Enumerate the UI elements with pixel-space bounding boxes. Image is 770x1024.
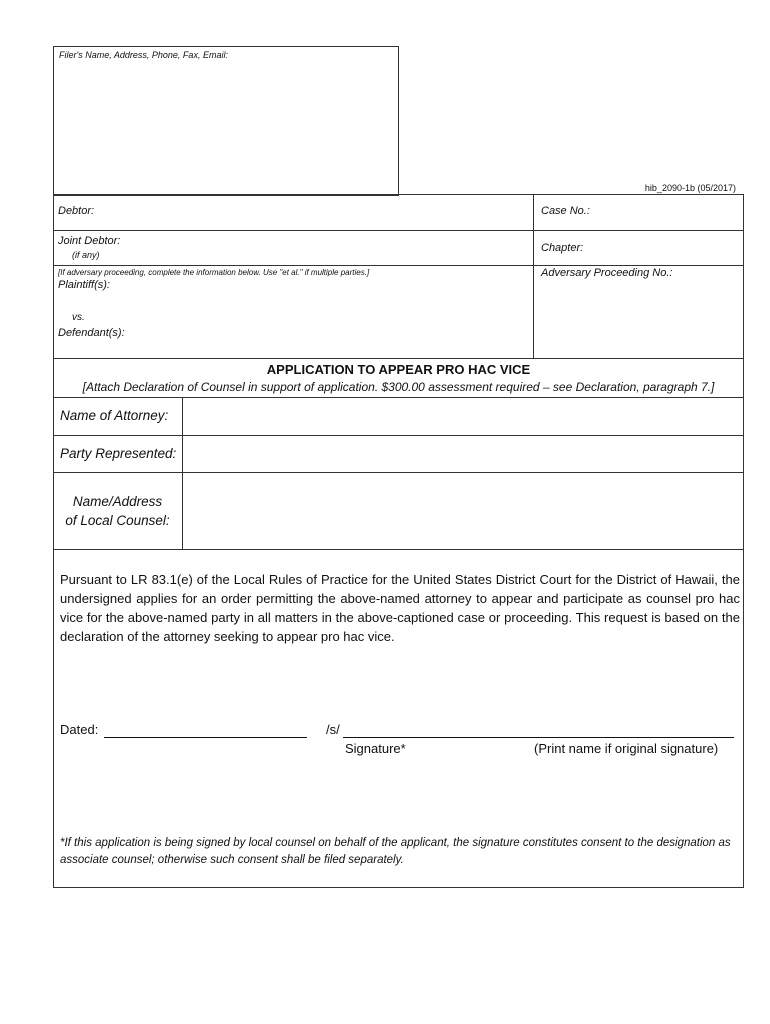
vs-label: vs. (72, 312, 85, 323)
adversary-no-label: Adversary Proceeding No.: (541, 267, 673, 279)
filer-info-label: Filer's Name, Address, Phone, Fax, Email: (59, 50, 228, 60)
party-represented-label: Party Represented: (60, 446, 177, 461)
party-represented-field[interactable] (184, 436, 743, 471)
defendants-label: Defendant(s): (58, 327, 125, 339)
joint-debtor-label: Joint Debtor: (58, 235, 121, 247)
plaintiffs-label: Plaintiff(s): (58, 279, 110, 291)
local-counsel-field[interactable] (184, 473, 743, 548)
adversary-note: [If adversary proceeding, complete the information below. Use "et al." if multiple parties.] (58, 268, 370, 277)
application-subtitle: [Attach Declaration of Counsel in support of application. $300.00 assessment required – see Declaration, paragraph 7.] (82, 380, 715, 394)
case-no-label: Case No.: (541, 205, 590, 217)
application-body-text: Pursuant to LR 83.1(e) of the Local Rules of Practice for the United States District Court for the District of Hawaii, the undersigned applies for an order permitting the above-named attorney to appear and participate as counsel pro hac vice for the above-named party in all matters in the above-captioned case or proceeding. This request is based on the declaration of the attorney seeking to appear pro hac vice. (60, 572, 740, 644)
attorney-name-field[interactable] (184, 398, 743, 434)
caption-divider (53, 265, 744, 266)
signature-line[interactable] (343, 722, 734, 738)
local-counsel-label-line1: Name/Address (72, 494, 163, 509)
field-divider (53, 549, 744, 550)
caption-divider (53, 230, 744, 231)
if-any-label: (if any) (72, 250, 100, 260)
print-name-caption: (Print name if original signature) (534, 741, 719, 756)
field-vertical-divider (182, 397, 183, 549)
local-counsel-label-line2: of Local Counsel: (65, 513, 170, 528)
caption-vertical-divider (533, 194, 534, 359)
dated-line[interactable] (104, 722, 307, 738)
application-title: APPLICATION TO APPEAR PRO HAC VICE (266, 362, 531, 377)
footnote-text: *If this application is being signed by local counsel on behalf of the applicant, the signature constitutes consent to the designation as associate counsel; otherwise such consent shall be filed separately. (60, 837, 731, 866)
attorney-name-label: Name of Attorney: (60, 408, 169, 423)
signature-caption: Signature* (345, 741, 406, 756)
debtor-label: Debtor: (58, 205, 95, 217)
dated-label: Dated: (60, 722, 99, 737)
form-id: hib_2090-1b (05/2017) (644, 183, 736, 193)
chapter-label: Chapter: (541, 242, 584, 254)
s-label: /s/ (326, 722, 340, 737)
filer-info-box[interactable] (53, 46, 399, 196)
